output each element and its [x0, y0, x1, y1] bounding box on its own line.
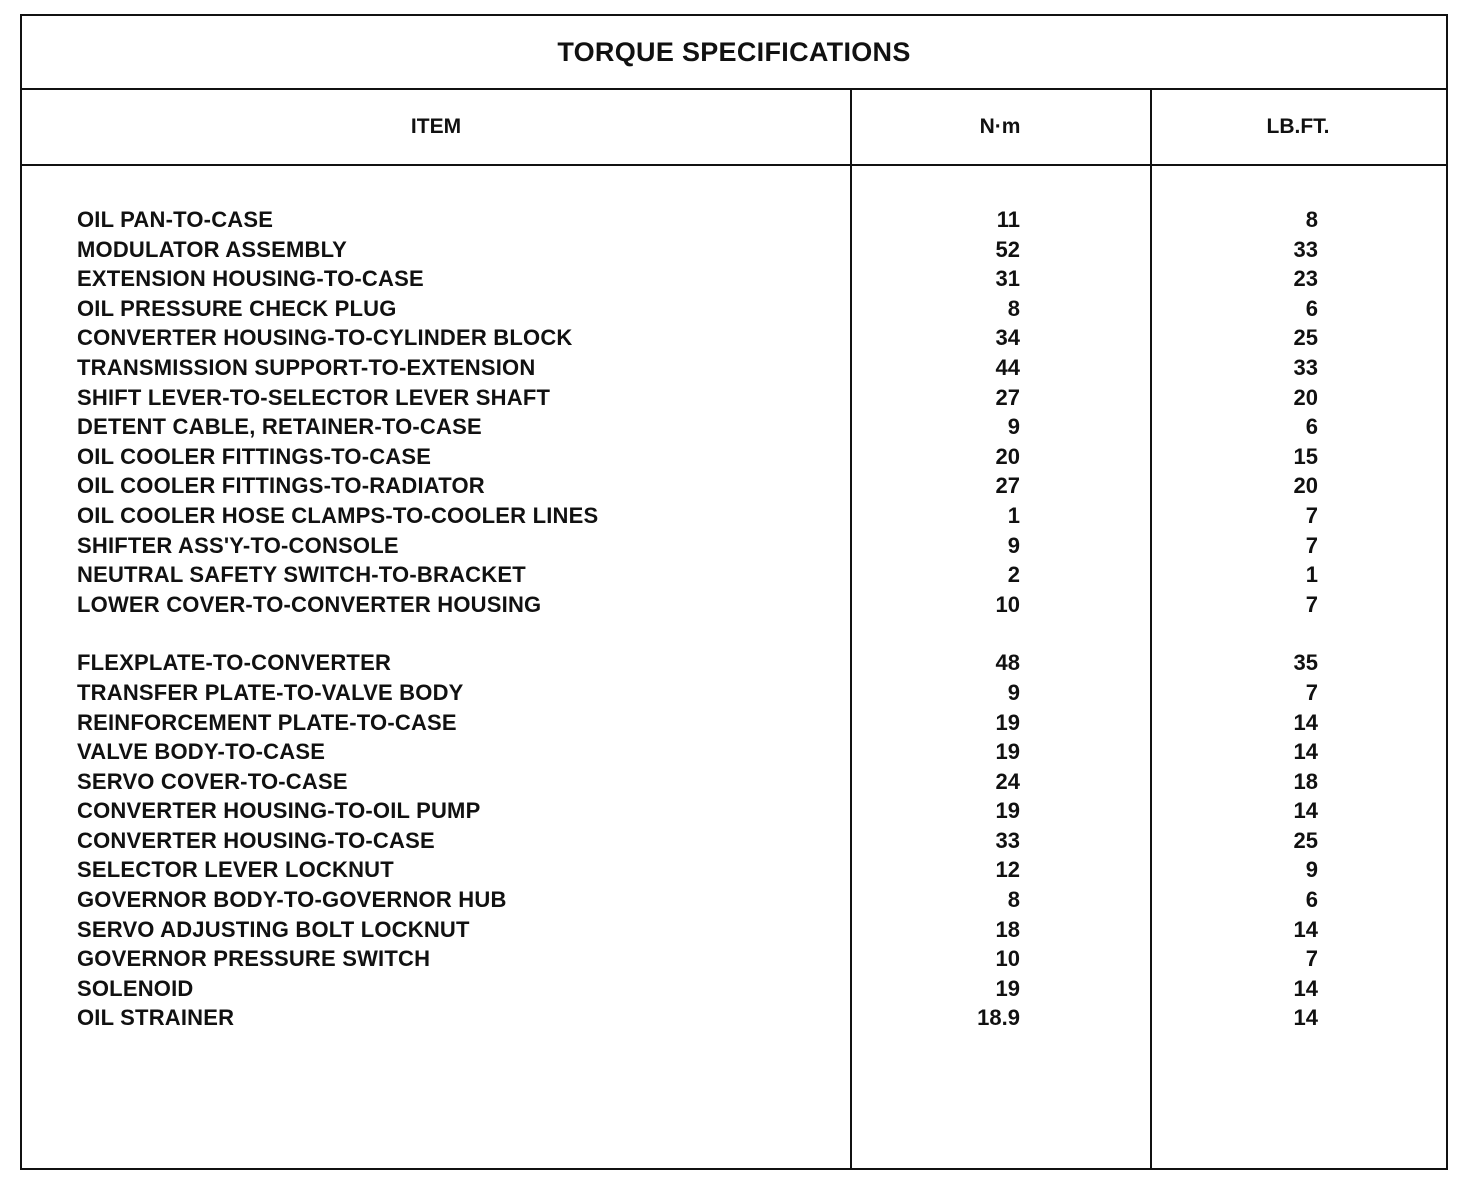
- lbft-cell: 18: [1293, 768, 1318, 794]
- item-cell: OIL PAN-TO-CASE: [77, 207, 274, 232]
- table-row: [22, 855, 1446, 885]
- table-row: [22, 767, 1446, 797]
- item-cell: TRANSMISSION SUPPORT-TO-EXTENSION: [77, 354, 536, 380]
- table-body: [22, 166, 1446, 1033]
- nm-cell: 19: [995, 709, 1020, 735]
- item-cell: LOWER COVER-TO-CONVERTER HOUSING: [77, 591, 542, 617]
- nm-cell: 20: [995, 443, 1020, 469]
- table-row: [22, 974, 1446, 1004]
- table-row: [22, 826, 1446, 856]
- lbft-cell: 33: [1293, 354, 1318, 380]
- table-row: [22, 353, 1446, 383]
- item-cell: DETENT CABLE, RETAINER-TO-CASE: [77, 414, 482, 440]
- table-row: [22, 944, 1446, 974]
- table-row: [22, 796, 1446, 826]
- lbft-cell: 14: [1293, 798, 1318, 824]
- item-cell: SHIFT LEVER-TO-SELECTOR LEVER SHAFT: [77, 384, 551, 410]
- item-cell: TRANSFER PLATE-TO-VALVE BODY: [77, 679, 464, 705]
- nm-cell: 9: [1007, 414, 1020, 440]
- table-row: [22, 737, 1446, 767]
- table-title: TORQUE SPECIFICATIONS: [22, 16, 1446, 90]
- nm-cell: 2: [1007, 562, 1020, 588]
- row-group: [22, 648, 1446, 1033]
- table-row: [22, 501, 1446, 531]
- lbft-cell: 20: [1293, 384, 1318, 410]
- nm-cell: 9: [1007, 679, 1020, 705]
- lbft-cell: 25: [1293, 325, 1318, 351]
- item-cell: CONVERTER HOUSING-TO-CASE: [77, 827, 435, 853]
- lbft-cell: 6: [1305, 295, 1318, 321]
- lbft-cell: 7: [1305, 502, 1318, 528]
- nm-cell: 9: [1007, 532, 1020, 558]
- item-cell: GOVERNOR BODY-TO-GOVERNOR HUB: [77, 887, 507, 913]
- table-row: [22, 294, 1446, 324]
- item-cell: CONVERTER HOUSING-TO-CYLINDER BLOCK: [77, 325, 573, 351]
- nm-cell: 48: [995, 650, 1020, 676]
- table-row: [22, 590, 1446, 620]
- nm-cell: 19: [995, 739, 1020, 765]
- table-row: [22, 412, 1446, 442]
- nm-cell: 34: [995, 325, 1020, 351]
- column-header-item: ITEM: [410, 115, 462, 138]
- nm-cell: 18.9: [977, 1005, 1020, 1031]
- column-header-lbft: LB.FT.: [1266, 115, 1330, 138]
- nm-cell: 1: [1007, 502, 1020, 528]
- column-header-row: [22, 90, 1446, 166]
- lbft-cell: 9: [1305, 857, 1318, 883]
- nm-cell: 52: [995, 236, 1020, 262]
- nm-cell: 27: [995, 473, 1020, 499]
- table-row: [22, 531, 1446, 561]
- lbft-cell: 14: [1293, 709, 1318, 735]
- table-row: [22, 678, 1446, 708]
- item-cell: EXTENSION HOUSING-TO-CASE: [77, 266, 424, 292]
- table-row: [22, 1003, 1446, 1033]
- lbft-cell: 14: [1293, 916, 1318, 942]
- nm-cell: 8: [1007, 887, 1020, 913]
- nm-cell: 33: [995, 827, 1020, 853]
- table-row: [22, 560, 1446, 590]
- nm-cell: 19: [995, 798, 1020, 824]
- lbft-cell: 7: [1305, 591, 1318, 617]
- item-cell: OIL PRESSURE CHECK PLUG: [77, 295, 397, 321]
- lbft-cell: 6: [1305, 414, 1318, 440]
- lbft-cell: 7: [1305, 532, 1318, 558]
- nm-cell: 8: [1007, 295, 1020, 321]
- table-row: [22, 471, 1446, 501]
- item-cell: NEUTRAL SAFETY SWITCH-TO-BRACKET: [77, 562, 526, 588]
- item-cell: SERVO ADJUSTING BOLT LOCKNUT: [77, 916, 470, 942]
- item-cell: OIL COOLER FITTINGS-TO-RADIATOR: [77, 473, 485, 499]
- lbft-cell: 8: [1305, 207, 1318, 232]
- table-row: [22, 235, 1446, 265]
- nm-cell: 10: [995, 591, 1020, 617]
- item-cell: SELECTOR LEVER LOCKNUT: [77, 857, 394, 883]
- lbft-cell: 23: [1293, 266, 1318, 292]
- item-cell: REINFORCEMENT PLATE-TO-CASE: [77, 709, 457, 735]
- item-cell: CONVERTER HOUSING-TO-OIL PUMP: [77, 798, 481, 824]
- nm-cell: 10: [995, 946, 1020, 972]
- item-cell: OIL STRAINER: [77, 1005, 235, 1031]
- table-row: [22, 264, 1446, 294]
- lbft-cell: 20: [1293, 473, 1318, 499]
- table-row: [22, 708, 1446, 738]
- item-cell: FLEXPLATE-TO-CONVERTER: [77, 650, 392, 676]
- nm-cell: 31: [995, 266, 1020, 292]
- nm-cell: 12: [995, 857, 1020, 883]
- lbft-cell: 14: [1293, 975, 1318, 1001]
- item-cell: OIL COOLER FITTINGS-TO-CASE: [77, 443, 432, 469]
- nm-cell: 27: [995, 384, 1020, 410]
- table-row: [22, 648, 1446, 678]
- table-row: [22, 442, 1446, 472]
- lbft-cell: 7: [1305, 946, 1318, 972]
- item-cell: SHIFTER ASS'Y-TO-CONSOLE: [77, 532, 399, 558]
- table-row: [22, 323, 1446, 353]
- item-cell: OIL COOLER HOSE CLAMPS-TO-COOLER LINES: [77, 502, 599, 528]
- lbft-cell: 1: [1305, 562, 1318, 588]
- table-row: [22, 915, 1446, 945]
- nm-cell: 19: [995, 975, 1020, 1001]
- torque-spec-table: [20, 14, 1448, 1170]
- nm-cell: 44: [995, 354, 1020, 380]
- table-row: [22, 885, 1446, 915]
- lbft-cell: 6: [1305, 887, 1318, 913]
- table-row: [22, 383, 1446, 413]
- item-cell: SOLENOID: [77, 975, 194, 1001]
- item-cell: GOVERNOR PRESSURE SWITCH: [77, 946, 431, 972]
- nm-cell: 24: [995, 768, 1020, 794]
- lbft-cell: 33: [1293, 236, 1318, 262]
- item-cell: SERVO COVER-TO-CASE: [77, 768, 348, 794]
- lbft-cell: 14: [1293, 1005, 1318, 1031]
- item-cell: MODULATOR ASSEMBLY: [77, 236, 348, 262]
- table-row: [22, 205, 1446, 235]
- item-cell: VALVE BODY-TO-CASE: [77, 739, 326, 765]
- lbft-cell: 35: [1293, 650, 1318, 676]
- row-group: [22, 205, 1446, 619]
- lbft-cell: 7: [1305, 679, 1318, 705]
- nm-cell: 11: [996, 207, 1020, 232]
- lbft-cell: 25: [1293, 827, 1318, 853]
- lbft-cell: 15: [1293, 443, 1318, 469]
- lbft-cell: 14: [1293, 739, 1318, 765]
- nm-cell: 18: [995, 916, 1020, 942]
- column-header-nm: N·m: [979, 115, 1021, 138]
